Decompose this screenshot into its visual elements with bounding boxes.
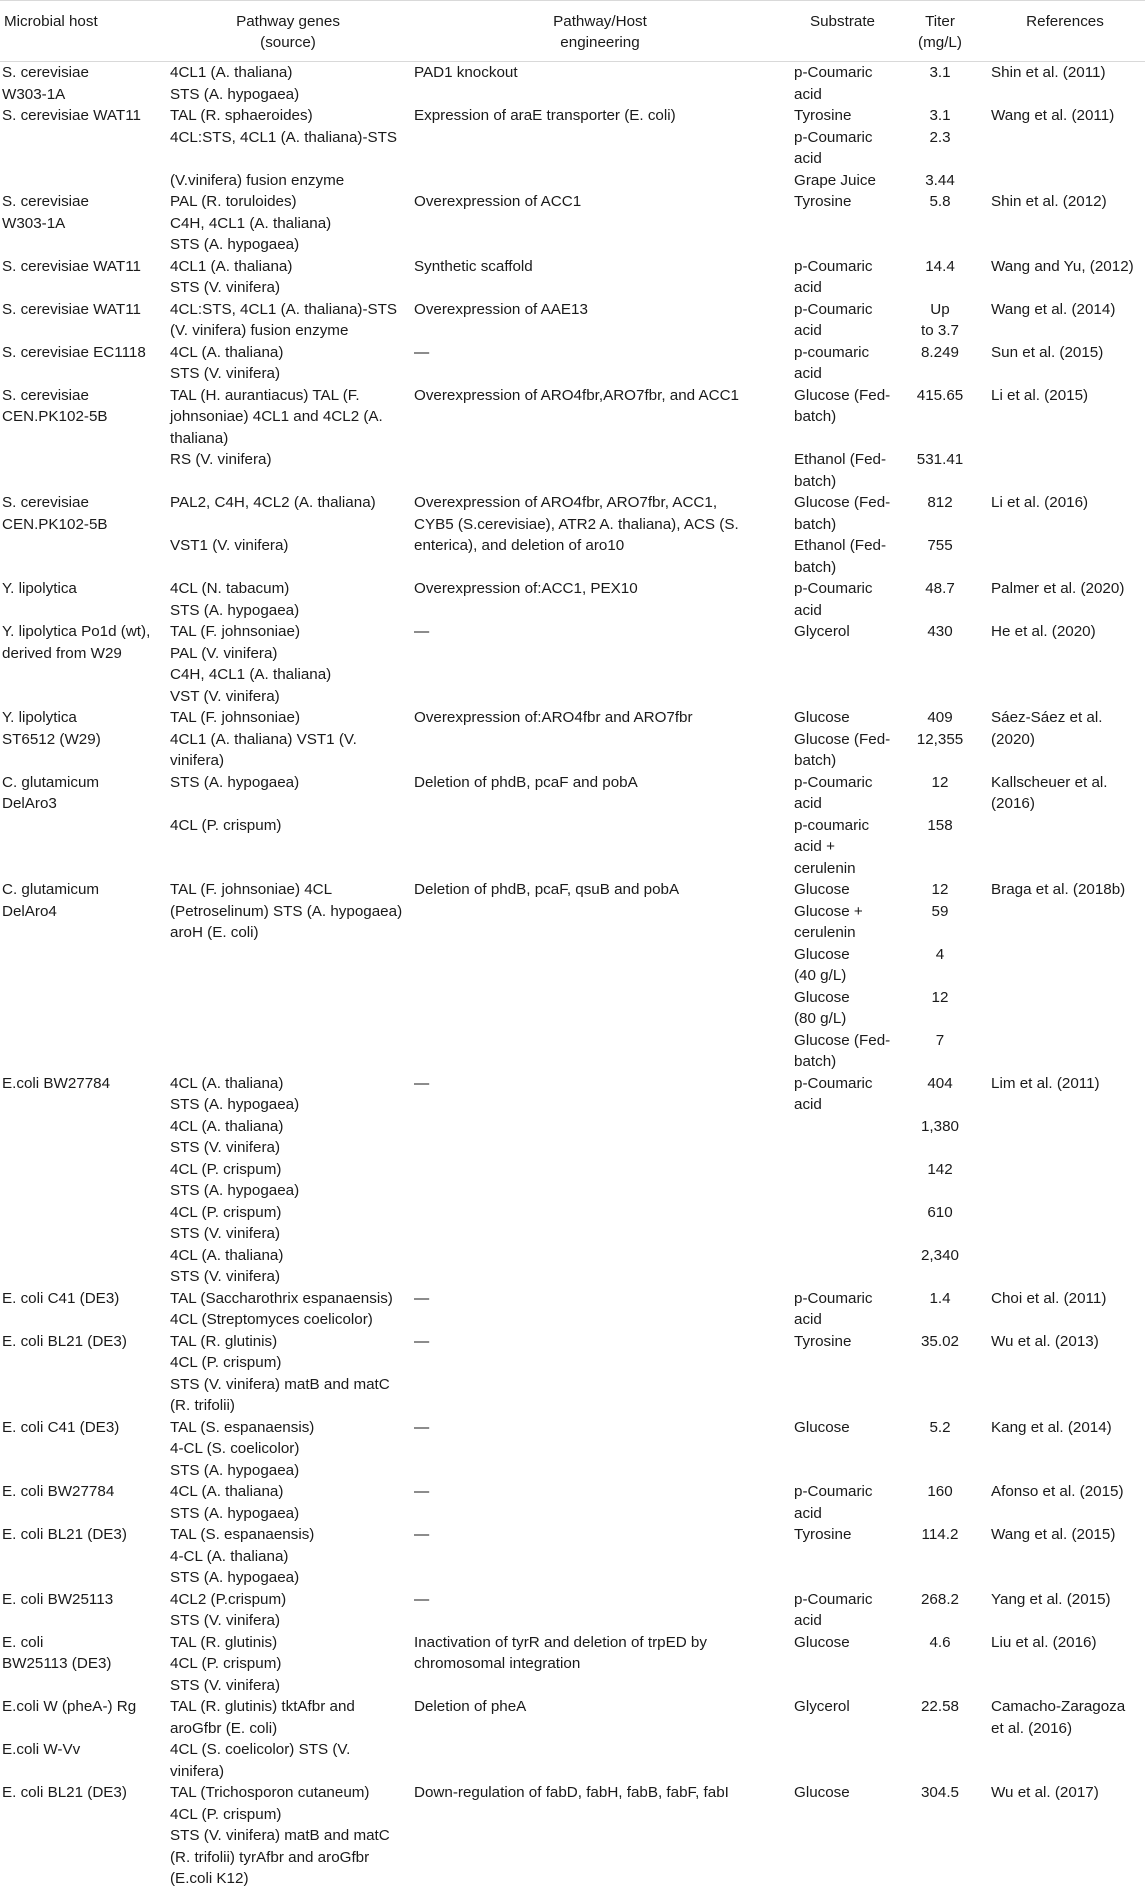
- reference-cell: Camacho-Zaragoza et al. (2016): [991, 1698, 1126, 1737]
- engineering-cell: PAD1 knockout: [414, 64, 518, 81]
- table-row: [0, 1589, 1145, 1632]
- titer-cell: 430: [927, 623, 953, 640]
- header-engineering: Pathway/Host engineering: [410, 1, 790, 62]
- host-cell: S. cerevisiae CEN.PK102-5B: [2, 494, 108, 533]
- table-row: [0, 105, 1145, 191]
- engineering-cell: Overexpression of ARO4fbr,ARO7fbr, and ACC1: [414, 386, 740, 404]
- engineering-cell: —: [414, 623, 430, 640]
- substrate-cell: p-Coumaric acid: [794, 580, 873, 619]
- header-substrate: Substrate: [790, 1, 895, 62]
- host-cell: E.coli BW27784: [2, 1074, 111, 1092]
- titer-cell: 268.2: [920, 1590, 959, 1608]
- titer-cell: 8.249: [920, 343, 959, 361]
- host-cell: E. coli BW27784: [2, 1483, 115, 1500]
- substrate-cell: p-Coumaric acid: [794, 64, 873, 103]
- host-cell: S. cerevisiae EC1118: [2, 343, 146, 361]
- reference-cell: Wang et al. (2015): [991, 1526, 1116, 1543]
- table-row: [0, 492, 1145, 578]
- substrate-cell: Glucose Glucose + cerulenin Glucose (40 g/L) Glucose (80 g/L) Glucose (Fed- batch): [794, 881, 891, 1070]
- engineering-cell: —: [414, 1590, 430, 1608]
- table-row: [0, 62, 1145, 106]
- genes-cell: TAL (R. glutinis) tktAfbr and aroGfbr (E. coli): [170, 1698, 355, 1737]
- engineering-cell: —: [414, 1483, 430, 1500]
- reference-cell: Palmer et al. (2020): [991, 580, 1125, 597]
- substrate-cell: p-Coumaric acid: [794, 1289, 873, 1328]
- genes-cell: 4CL (A. thaliana) STS (V. vinifera): [170, 343, 284, 382]
- genes-cell: TAL (R. sphaeroides) 4CL:STS, 4CL1 (A. thaliana)-STS (V.vinifera) fusion enzyme: [170, 107, 398, 189]
- reference-cell: Kallscheuer et al. (2016): [991, 773, 1108, 812]
- reference-cell: Wang and Yu, (2012): [991, 257, 1134, 275]
- table-row: [0, 256, 1145, 299]
- table-row: [0, 299, 1145, 342]
- host-cell: S. cerevisiae WAT11: [2, 300, 141, 318]
- engineering-cell: Overexpression of:ACC1, PEX10: [414, 580, 638, 597]
- titer-cell: 409 12,355: [916, 709, 964, 748]
- reference-cell: Liu et al. (2016): [991, 1633, 1097, 1651]
- genes-cell: TAL (H. aurantiacus) TAL (F. johnsoniae) 4CL1 and 4CL2 (A. thaliana) RS (V. vinifera): [170, 386, 383, 468]
- substrate-cell: Glucose: [794, 1633, 850, 1651]
- reference-cell: Wu et al. (2013): [991, 1332, 1099, 1350]
- titer-cell: 22.58: [920, 1698, 959, 1715]
- titer-cell: 404 1,380 142 610 2,340: [920, 1074, 959, 1264]
- engineering-cell: Overexpression of ARO4fbr, ARO7fbr, ACC1, CYB5 (S.cerevisiae), ATR2 A. thaliana), ACS (S. enterica), and deletion of aro10: [414, 494, 739, 554]
- titer-cell: Up to 3.7: [921, 300, 959, 339]
- genes-cell: TAL (S. espanaensis) 4-CL (A. thaliana) STS (A. hypogaea): [170, 1526, 315, 1586]
- reference-cell: [985, 1739, 1145, 1782]
- titer-cell: 5.8: [929, 193, 951, 210]
- header-row: [0, 1, 1145, 62]
- host-cell: E. coli BW25113: [2, 1590, 114, 1608]
- titer-cell: 415.65 531.41: [916, 386, 964, 468]
- substrate-cell: Tyrosine: [794, 1332, 852, 1350]
- substrate-cell: p-Coumaric acid: [794, 1590, 873, 1629]
- substrate-cell: Tyrosine: [794, 1526, 852, 1543]
- table-row: [0, 1288, 1145, 1331]
- table-row: [0, 772, 1145, 880]
- host-cell: Y. lipolytica: [2, 580, 77, 597]
- host-cell: E. coli C41 (DE3): [2, 1289, 120, 1307]
- substrate-cell: p-Coumaric acid: [794, 1483, 873, 1522]
- titer-cell: 1.4: [929, 1289, 951, 1307]
- titer-cell: 35.02: [920, 1332, 959, 1350]
- engineering-cell: Down-regulation of fabD, fabH, fabB, fabF, fabI: [414, 1784, 729, 1801]
- engineering-cell: Overexpression of AAE13: [414, 300, 588, 318]
- substrate-cell: Glucose (Fed- batch) Ethanol (Fed- batch): [794, 494, 891, 576]
- reference-cell: Sáez-Sáez et al. (2020): [991, 709, 1103, 748]
- host-cell: Y. lipolytica Po1d (wt), derived from W29: [2, 623, 151, 662]
- substrate-cell: Glucose: [794, 1784, 850, 1801]
- reference-cell: Wang et al. (2011): [991, 107, 1115, 124]
- engineering-cell: —: [414, 1526, 430, 1543]
- genes-cell: STS (A. hypogaea) 4CL (P. crispum): [170, 773, 300, 834]
- genes-cell: PAL2, C4H, 4CL2 (A. thaliana) VST1 (V. vinifera): [170, 494, 376, 554]
- reference-cell: Shin et al. (2012): [991, 193, 1107, 210]
- genes-cell: TAL (R. glutinis) 4CL (P. crispum) STS (V. vinifera): [170, 1633, 282, 1694]
- genes-cell: 4CL1 (A. thaliana) STS (A. hypogaea): [170, 64, 300, 103]
- host-cell: S. cerevisiae W303-1A: [2, 64, 89, 103]
- host-cell: S. cerevisiae CEN.PK102-5B: [2, 386, 108, 425]
- table-row: [0, 191, 1145, 256]
- reference-cell: Kang et al. (2014): [991, 1418, 1112, 1436]
- reference-cell: Afonso et al. (2015): [991, 1483, 1124, 1500]
- table-row: [0, 342, 1145, 385]
- table-row: [0, 1782, 1145, 1890]
- titer-cell: 14.4: [925, 257, 955, 275]
- table-row: [0, 1739, 1145, 1782]
- reference-cell: He et al. (2020): [991, 623, 1096, 640]
- table-row: [0, 1073, 1145, 1288]
- reference-cell: Choi et al. (2011): [991, 1289, 1107, 1307]
- host-cell: E. coli BL21 (DE3): [2, 1784, 127, 1801]
- header-titer: Titer (mg/L): [895, 1, 985, 62]
- host-cell: S. cerevisiae WAT11: [2, 107, 141, 124]
- header-host: Microbial host: [0, 1, 166, 62]
- engineering-cell: [410, 1739, 790, 1782]
- host-cell: S. cerevisiae WAT11: [2, 257, 141, 275]
- reference-cell: Braga et al. (2018b): [991, 881, 1126, 898]
- genes-cell: PAL (R. toruloides) C4H, 4CL1 (A. thaliana) STS (A. hypogaea): [170, 193, 332, 253]
- titer-cell: 3.1: [929, 64, 951, 81]
- table-row: [0, 385, 1145, 493]
- engineering-cell: Deletion of phdB, pcaF, qsuB and pobA: [414, 881, 680, 898]
- host-cell: E.coli W (pheA-) Rg: [2, 1698, 137, 1715]
- substrate-cell: Glucose Glucose (Fed- batch): [794, 709, 891, 769]
- host-cell: S. cerevisiae W303-1A: [2, 193, 89, 232]
- titer-cell: 4.6: [929, 1633, 951, 1651]
- substrate-cell: [790, 1739, 895, 1782]
- genes-cell: 4CL1 (A. thaliana) STS (V. vinifera): [170, 257, 293, 296]
- titer-cell: 5.2: [929, 1418, 951, 1436]
- table-row: [0, 578, 1145, 621]
- genes-cell: 4CL (A. thaliana) STS (A. hypogaea): [170, 1483, 300, 1522]
- genes-cell: 4CL (S. coelicolor) STS (V. vinifera): [170, 1741, 351, 1780]
- engineering-cell: —: [414, 1418, 430, 1436]
- substrate-cell: Tyrosine: [794, 193, 852, 210]
- titer-cell: 48.7: [925, 580, 955, 597]
- titer-cell: 12 158: [927, 773, 953, 834]
- reference-cell: Wu et al. (2017): [991, 1784, 1099, 1801]
- table-row: [0, 1417, 1145, 1482]
- engineering-cell: Inactivation of tyrR and deletion of trpED by chromosomal integration: [414, 1633, 707, 1672]
- reference-cell: Shin et al. (2011): [991, 64, 1106, 81]
- titer-cell: 812 755: [927, 494, 953, 554]
- engineering-cell: Synthetic scaffold: [414, 257, 533, 275]
- genes-cell: TAL (R. glutinis) 4CL (P. crispum) STS (V. vinifera) matB and matC (R. trifolii): [170, 1332, 390, 1414]
- host-cell: C. glutamicum DelAro4: [2, 881, 100, 920]
- table-row: [0, 621, 1145, 707]
- substrate-cell: p-Coumaric acid p-coumaric acid + cerulenin: [794, 773, 873, 877]
- table-row: [0, 1481, 1145, 1524]
- engineering-cell: Overexpression of:ARO4fbr and ARO7fbr: [414, 709, 693, 726]
- host-cell: E. coli BL21 (DE3): [2, 1332, 127, 1350]
- substrate-cell: p-coumaric acid: [794, 343, 870, 382]
- genes-cell: TAL (F. johnsoniae) 4CL1 (A. thaliana) VST1 (V. vinifera): [170, 709, 357, 769]
- engineering-cell: —: [414, 1074, 430, 1092]
- substrate-cell: Glycerol: [794, 1698, 850, 1715]
- engineering-cell: —: [414, 1332, 430, 1350]
- reference-cell: Yang et al. (2015): [991, 1590, 1111, 1608]
- host-cell: E. coli BL21 (DE3): [2, 1526, 127, 1543]
- reference-cell: Li et al. (2016): [991, 494, 1089, 511]
- titer-cell: 3.1 2.3 3.44: [925, 107, 955, 189]
- table-row: [0, 707, 1145, 772]
- table-row: [0, 1632, 1145, 1697]
- titer-cell: 114.2: [921, 1526, 959, 1543]
- genes-cell: TAL (F. johnsoniae) PAL (V. vinifera) C4H, 4CL1 (A. thaliana) VST (V. vinifera): [170, 623, 332, 705]
- table-row: [0, 1696, 1145, 1739]
- genes-cell: 4CL2 (P.crispum) STS (V. vinifera): [170, 1590, 287, 1629]
- reference-cell: Sun et al. (2015): [991, 343, 1104, 361]
- substrate-cell: p-Coumaric acid: [794, 300, 873, 339]
- substrate-cell: Glycerol: [794, 623, 850, 640]
- titer-cell: 12 59 4 12 7: [931, 881, 949, 1049]
- substrate-cell: Glucose (Fed- batch) Ethanol (Fed- batch): [794, 386, 891, 490]
- engineering-cell: Overexpression of ACC1: [414, 193, 582, 210]
- titer-cell: 304.5: [920, 1784, 959, 1801]
- genes-cell: TAL (F. johnsoniae) 4CL (Petroselinum) STS (A. hypogaea) aroH (E. coli): [170, 881, 403, 941]
- genes-cell: 4CL:STS, 4CL1 (A. thaliana)-STS (V. vinifera) fusion enzyme: [170, 300, 398, 339]
- host-cell: E.coli W-Vv: [2, 1741, 81, 1758]
- host-cell: E. coli C41 (DE3): [2, 1418, 120, 1436]
- substrate-cell: p-Coumaric acid: [794, 257, 873, 296]
- reference-cell: Lim et al. (2011): [991, 1074, 1100, 1092]
- substrate-cell: p-Coumaric acid: [794, 1074, 873, 1113]
- engineering-cell: —: [414, 1289, 430, 1307]
- header-references: References: [985, 1, 1145, 62]
- host-cell: Y. lipolytica ST6512 (W29): [2, 709, 101, 748]
- titer-cell: 160: [927, 1483, 953, 1500]
- genes-cell: 4CL (N. tabacum) STS (A. hypogaea): [170, 580, 300, 619]
- table-row: [0, 1524, 1145, 1589]
- genes-cell: TAL (Trichosporon cutaneum) 4CL (P. crispum) STS (V. vinifera) matB and matC (R. trifolii) tyrAfbr and aroGfbr (E.coli K12): [170, 1784, 390, 1887]
- genes-cell: 4CL (A. thaliana) STS (A. hypogaea) 4CL (A. thaliana) STS (V. vinifera) 4CL (P. crispum) STS (A. hypogaea) 4CL (P. crispum) STS (V. vinifera) 4CL (A. thaliana) STS (V. vinifera): [170, 1074, 300, 1285]
- genes-cell: TAL (Saccharothrix espanaensis) 4CL (Streptomyces coelicolor): [170, 1289, 393, 1328]
- engineering-cell: —: [414, 343, 430, 361]
- table-row: [0, 1331, 1145, 1417]
- engineering-cell: Deletion of phdB, pcaF and pobA: [414, 773, 638, 791]
- engineering-cell: Expression of araE transporter (E. coli): [414, 107, 676, 124]
- header-genes: Pathway genes (source): [166, 1, 410, 62]
- host-cell: C. glutamicum DelAro3: [2, 773, 100, 812]
- substrate-cell: Tyrosine p-Coumaric acid Grape Juice: [794, 107, 876, 189]
- reference-cell: Wang et al. (2014): [991, 300, 1116, 318]
- engineering-cell: Deletion of pheA: [414, 1698, 527, 1715]
- titer-cell: [895, 1739, 985, 1782]
- substrate-cell: Glucose: [794, 1418, 850, 1436]
- host-cell: E. coli BW25113 (DE3): [2, 1633, 112, 1672]
- reference-cell: Li et al. (2015): [991, 386, 1089, 404]
- genes-cell: TAL (S. espanaensis) 4-CL (S. coelicolor) STS (A. hypogaea): [170, 1418, 315, 1479]
- table-row: [0, 879, 1145, 1073]
